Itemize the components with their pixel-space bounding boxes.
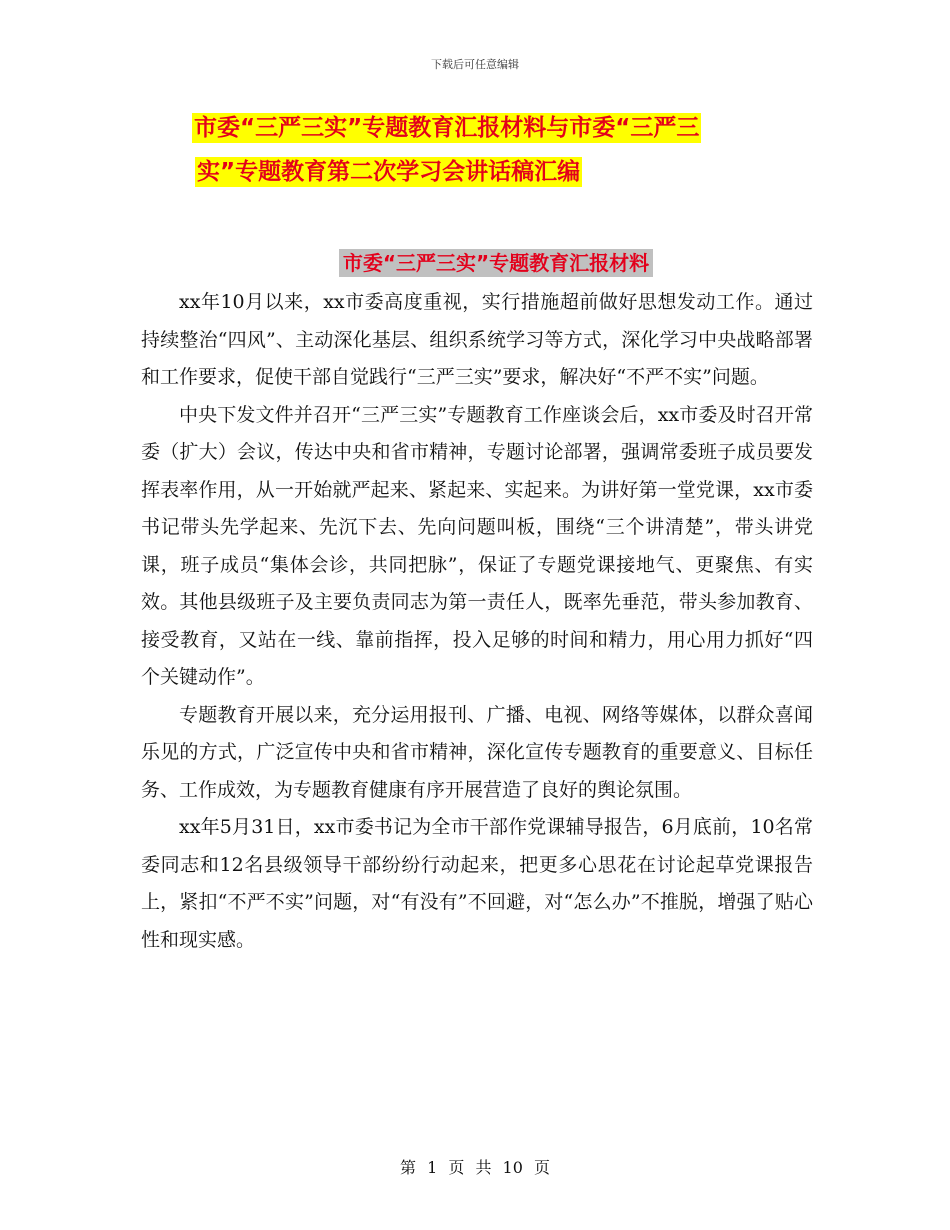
title-line-1-text: 市委“三严三实”专题教育汇报材料与市委“三严三: [194, 115, 700, 141]
title-line-2: [140, 150, 820, 194]
title-line-1: [140, 106, 820, 150]
section-title: [0, 246, 950, 280]
body-text: [141, 284, 813, 959]
paragraph: 专题教育开展以来，充分运用报刊、广播、电视、网络等媒体，以群众喜闻乐见的方式，广泛宣传中央和省市精神，深化宣传专题教育的重要意义、目标任务、工作成效，为专题教育健康有序开展营造了良好的舆论氛围。: [141, 703, 813, 801]
page-footer: 第 1 页 共 10 页: [400, 1158, 550, 1177]
title-line-2-text: 实”专题教育第二次学习会讲话稿汇编: [197, 159, 581, 185]
paragraph: xx年5月31日，xx市委书记为全市干部作党课辅导报告，6月底前，10名常委同志和12名县级领导干部纷纷行动起来，把更多心思花在讨论起草党课报告上，紧扣“不严不实”问题，对“有没有”不回避，对“怎么办”不推脱，增强了贴心性和现实感。: [141, 816, 813, 951]
paragraph: xx年10月以来，xx市委高度重视，实行措施超前做好思想发动工作。通过持续整治“四风”、主动深化基层、组织系统学习等方式，深化学习中央战略部署和工作要求，促使干部自觉践行“三严三实”要求，解决好“不严不实”问题。: [141, 291, 813, 388]
document-title: [140, 106, 820, 194]
header-note: 下载后可任意编辑: [431, 58, 519, 71]
paragraph: 中央下发文件并召开“三严三实”专题教育工作座谈会后，xx市委及时召开常委（扩大）会议，传达中央和省市精神，专题讨论部署，强调常委班子成员要发挥表率作用，从一开始就严起来、紧起来、实起来。为讲好第一堂党课，xx市委书记带头先学起来、先沉下去、先向问题叫板，围绕“三个讲清楚”，带头讲党课，班子成员“集体会诊，共同把脉”，保证了专题党课接地气、更聚焦、有实效。其他县级班子及主要负责同志为第一责任人，既率先垂范，带头参加教育、接受教育，又站在一线、靠前指挥，投入足够的时间和精力，用心用力抓好“四个关键动作”。: [141, 403, 813, 688]
section-title-text: 市委“三严三实”专题教育汇报材料: [339, 249, 653, 277]
